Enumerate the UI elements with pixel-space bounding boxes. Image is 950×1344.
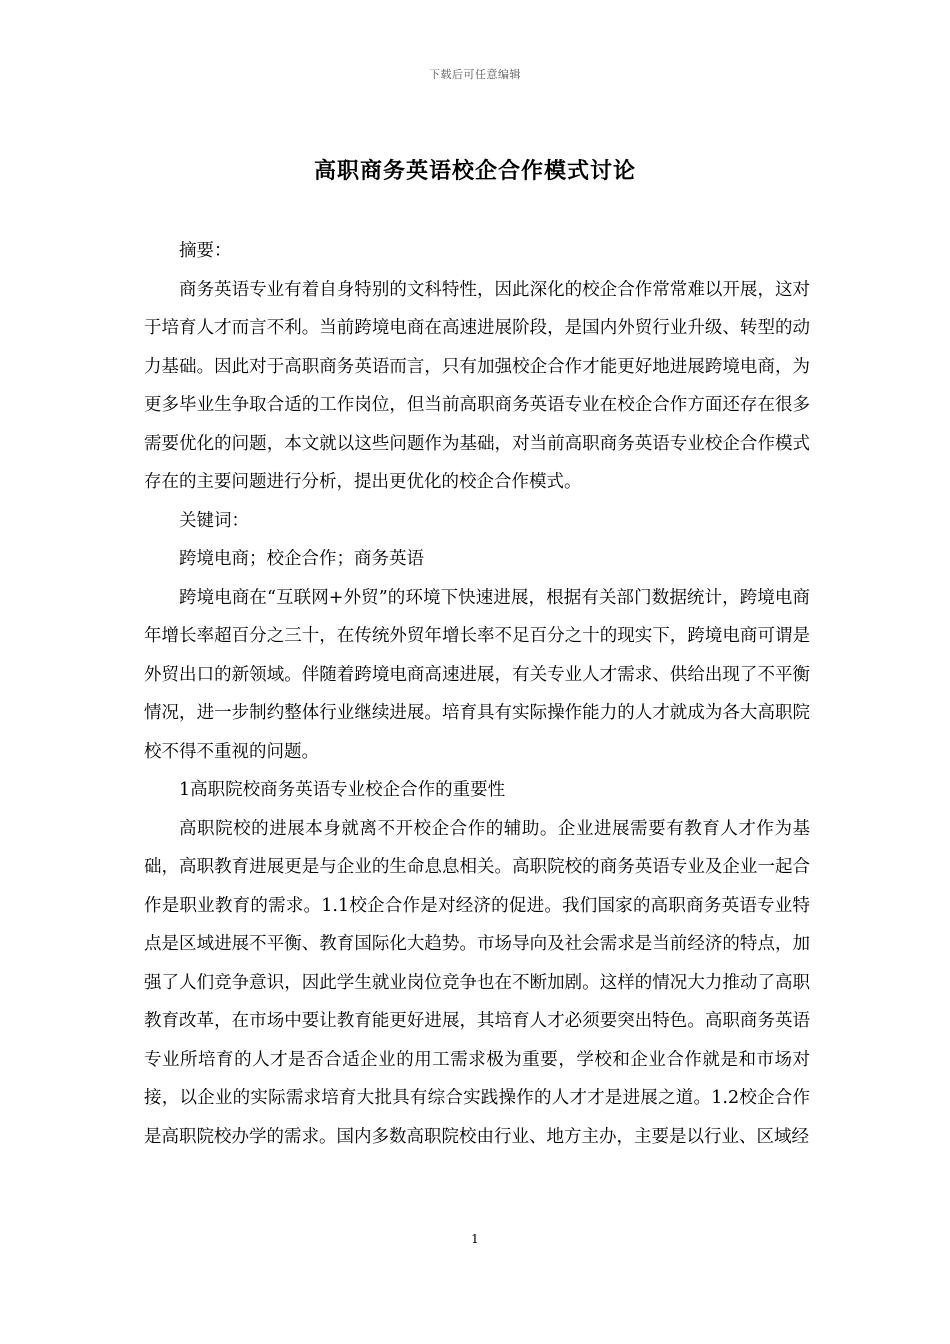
section-heading: 1高职院校商务英语专业校企合作的重要性: [179, 780, 506, 800]
document-title: 高职商务英语校企合作模式讨论: [313, 158, 636, 184]
keywords-list: 跨境电商；校企合作；商务英语: [179, 549, 424, 569]
section-paragraph: 高职院校的进展本身就离不开校企合作的辅助。企业进展需要有教育人才作为基础，高职教育进展更是与企业的生命息息相关。高职院校的商务英语专业及企业一起合作是职业教育的需求。1.1校企合作是对经济的促进。我们国家的高职商务英语专业特点是区域进展不平衡、教育国际化大趋势。市场导向及社会需求是当前经济的特点，加强了人们竞争意识，因此学生就业岗位竞争也在不断加剧。这样的情况大力推动了高职教育改革，在市场中要让教育能更好进展，其培育人才必须要突出特色。高职商务英语专业所培育的人才是否合适企业的用工需求极为重要，学校和企业合作就是和市场对接，以企业的实际需求培育大批具有综合实践操作的人才才是进展之道。1.2校企合作是高职院校办学的需求。国内多数高职院校由行业、地方主办，主要是以行业、区域经: [144, 818, 810, 1147]
abstract-label: 摘要：: [179, 241, 232, 261]
intro-paragraph: 跨境电商在“互联网+外贸”的环境下快速进展，根据有关部门数据统计，跨境电商年增长率超百分之三十，在传统外贸年增长率不足百分之十的现实下，跨境电商可谓是外贸出口的新领域。伴随着跨境电商高速进展，有关专业人才需求、供给出现了不平衡情况，进一步制约整体行业继续进展。培育具有实际操作能力的人才就成为各大高职院校不得不重视的问题。: [144, 587, 810, 762]
page-number: 1: [471, 1232, 479, 1246]
document-body: [144, 232, 810, 1156]
abstract-paragraph: 商务英语专业有着自身特别的文科特性，因此深化的校企合作常常难以开展，这对于培育人才而言不利。当前跨境电商在高速进展阶段，是国内外贸行业升级、转型的动力基础。因此对于高职商务英语而言，只有加强校企合作才能更好地进展跨境电商，为更多毕业生争取合适的工作岗位，但当前高职商务英语专业在校企合作方面还存在很多需要优化的问题，本文就以这些问题作为基础，对当前高职商务英语专业校企合作模式存在的主要问题进行分析，提出更优化的校企合作模式。: [144, 279, 810, 492]
keywords-label: 关键词：: [179, 510, 249, 531]
header-note: 下载后可任意编辑: [429, 68, 521, 81]
